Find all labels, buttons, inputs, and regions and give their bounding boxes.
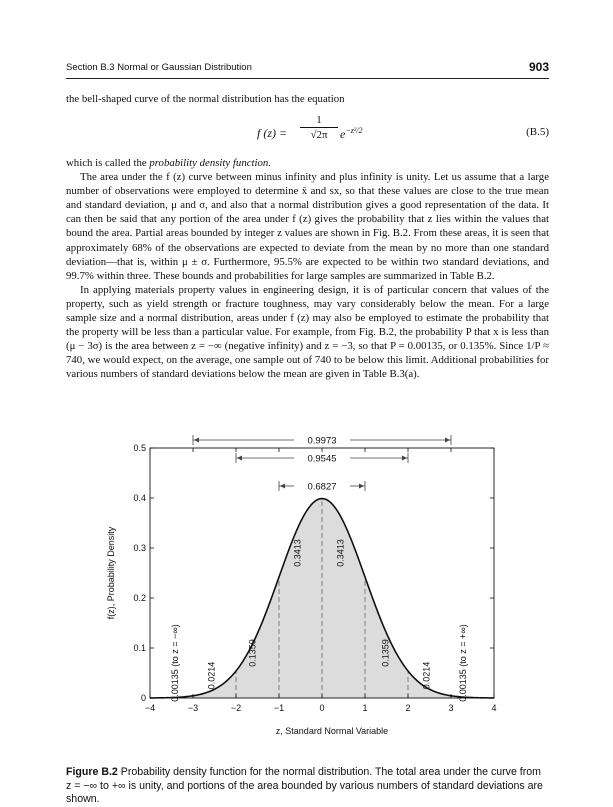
span-label: 0.9973: [307, 435, 337, 447]
body-text: [66, 156, 549, 382]
span-arrow: [359, 484, 364, 489]
span-arrow: [402, 456, 407, 461]
span-label: 0.6827: [307, 481, 337, 493]
x-tick-label: 2: [405, 703, 411, 713]
area-label: 0.3413: [335, 539, 346, 567]
x-tick-label: 1: [362, 703, 368, 713]
area-label: 0.3413: [292, 539, 303, 567]
paragraph-1: which is called the probability density function.: [66, 157, 272, 169]
y-tick-label: 0.2: [133, 593, 146, 603]
area-label: 0.0214: [421, 661, 432, 690]
curve-point: [257, 633, 258, 634]
equation-b5: [66, 114, 549, 154]
x-axis-label: z, Standard Normal Variable: [275, 726, 389, 736]
x-tick-label: −4: [144, 703, 156, 713]
span-marker: [236, 453, 408, 465]
curve-point: [321, 498, 322, 499]
area-label: 0.00135 (to z = −∞): [169, 624, 180, 702]
y-tick-label: 0.4: [133, 493, 146, 503]
y-tick-label: 0.1: [133, 643, 146, 653]
curve-point: [407, 670, 408, 671]
y-tick-label: 0.3: [133, 543, 146, 553]
x-tick-label: −1: [273, 703, 285, 713]
curve-point: [343, 521, 344, 522]
y-tick-label: 0.5: [133, 443, 146, 453]
span-label: 0.9545: [307, 453, 337, 465]
equation-rhs: $e^{-z^2/2}$: [340, 126, 363, 141]
span-arrow: [194, 438, 199, 443]
curve-point: [300, 521, 301, 522]
intro-line: the bell-shaped curve of the normal distribution has the equation: [66, 93, 345, 105]
curve-point: [364, 576, 365, 577]
span-marker: [193, 435, 451, 447]
paragraph-3: In applying materials property values in engineering design, it is of particular concern that values of the property, such as yield strength or fracture toughness, may vary considerably below the mean. For a large sample size and a normal distribution, areas under f (z) may also be employed to estimate the probability that the property will be less than a particular value. For example, from Fig. B.2, the probability P that x is less than (μ − 3σ) is the area between z = −∞ (negative infinity) and z = −3, so that P = 0.00135, or 0.135%. Since 1/P ≈ 740, we would expect, on the average, one sample out of 740 to be below this limit. Additional probabilities for various numbers of standard deviations below the mean are given in Table B.3(a).: [66, 283, 549, 381]
area-label: 0.00135 (to z = +∞): [458, 624, 469, 702]
curve-point: [278, 576, 279, 577]
equation-lhs: f (z) =: [257, 126, 288, 140]
curve-point: [386, 633, 387, 634]
page-header: [66, 60, 549, 78]
caption-text: Probability density function for the normal distribution. The total area under the curve from z = −∞ to +∞ is unity, and portions of the area bounded by various numbers of standard deviations are shown.: [66, 766, 543, 806]
page-number: 903: [528, 60, 549, 74]
curve-point: [235, 670, 236, 671]
equation-exponent: −z²/2: [345, 126, 363, 135]
x-tick-label: −2: [230, 703, 242, 713]
x-tick-label: 3: [448, 703, 454, 713]
header-rule: [66, 78, 549, 79]
x-tick-label: 0: [319, 703, 325, 713]
paragraph-2: The area under the f (z) curve between minus infinity and plus infinity is unity. Let us assume that a large number of observations were employed to determine x̄ and sx, so that these values are close to the true mean and standard deviation, μ and σ, and also that a normal distribution gives a good representation of the data. It can then be said that any portion of the area under f (z) gives the probability that z lies within the values that bound the area. Partial areas bounded by integer z values are shown in Fig. B.2. From these areas, it is seen that approximately 68% of the observations are expected to deviate from the mean by no more than one standard deviation—that is, within μ ± σ. Furthermore, 95.5% are expected to be within two standard deviations, and 99.7% within three. These bounds and probabilities for large samples are summarized in Table B.2.: [66, 171, 549, 282]
equation-denominator: √2π: [310, 129, 328, 141]
normal-distribution-figure: [70, 428, 540, 762]
y-tick-label: 0: [140, 693, 146, 703]
equation-fraction: [300, 114, 338, 141]
span-arrow: [237, 456, 242, 461]
span-arrow: [280, 484, 285, 489]
span-arrow: [445, 438, 450, 443]
y-axis-label: f(z), Probability Density: [106, 526, 116, 620]
span-marker: [279, 481, 365, 493]
section-title: Section B.3 Normal or Gaussian Distribution: [66, 62, 252, 73]
equation-number: (B.5): [526, 126, 549, 138]
equation-numerator: 1: [300, 114, 338, 128]
figure-caption: [66, 766, 549, 807]
x-tick-label: −3: [187, 703, 199, 713]
caption-label: Figure B.2: [66, 766, 118, 778]
area-label: 0.1359: [247, 639, 258, 667]
area-label: 0.0214: [206, 661, 217, 690]
area-label: 0.1359: [380, 639, 391, 667]
x-tick-label: 4: [491, 703, 497, 713]
